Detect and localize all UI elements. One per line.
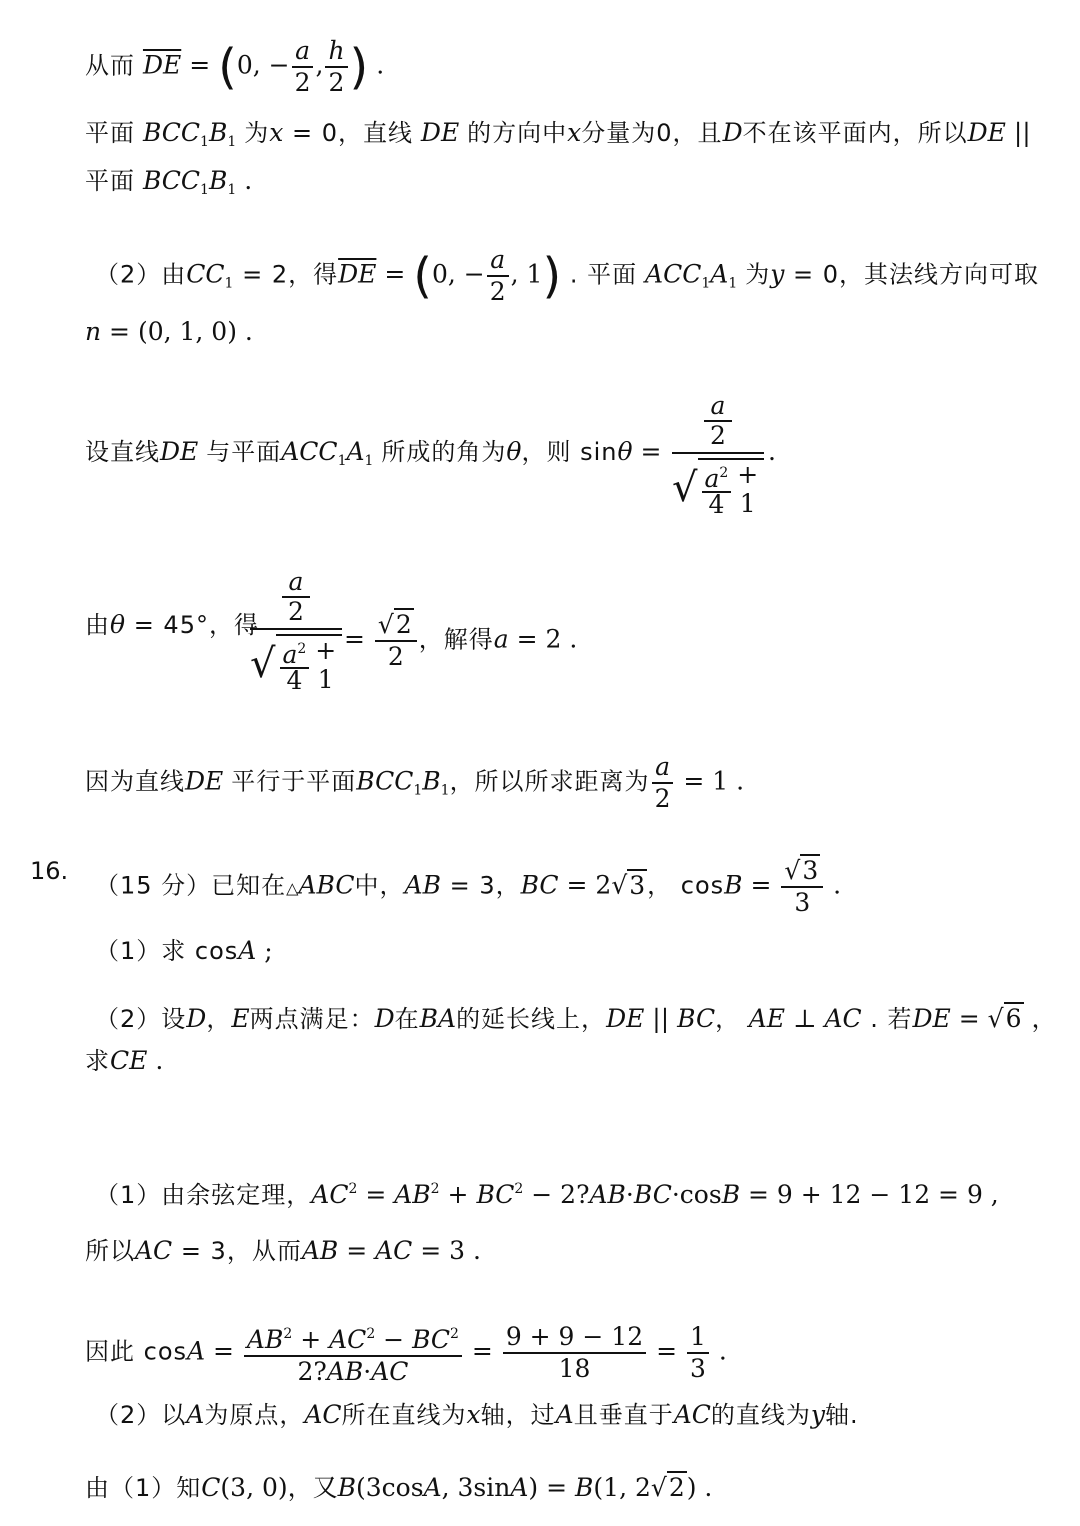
triangle-icon: △ xyxy=(286,878,299,898)
line-7-rest: = $\frac{√2}{2}$ ，解得a = 2 . xyxy=(344,610,578,671)
part-2-question-cont: 求CE . xyxy=(85,1046,164,1075)
sin-fraction: a 2 √ $\frac{a^2}{4}$ + 1 xyxy=(672,392,764,518)
solution-2-line-2: 由（1）知C(3, 0)，又B(3cosA, 3sinA) = B(1, 2√2) . xyxy=(85,1473,713,1502)
line-7: 由θ = 45°，得 xyxy=(85,610,259,639)
solution-2-line-1: （2）以A为原点，AC所在直线为x轴，过A且垂直于AC的直线为y轴. xyxy=(95,1400,859,1429)
sqrt-sign: √ xyxy=(672,465,698,511)
fraction: $\frac{h}{2}$ xyxy=(325,36,347,98)
solution-1-line-3: 因此 cosA = $\frac{AB^2 + AC^2 - BC^2}{2?AB\cdot AC}$ = $\frac{9 + 9 - 12}{18}$ = $\frac{1}{3}$ . xyxy=(85,1322,727,1386)
line-4: （2）由$CC_1 = 2$，得$\overline{DE} = (0$, − $\frac{a}{2}$ , 1) . 平面 $ACC_1A_1$ 为y = 0，其法线方向可取 xyxy=(95,245,1039,306)
fraction: $\frac{a}{2}$ xyxy=(487,245,509,307)
sin-end: . xyxy=(768,437,776,466)
line-1: 从而 $\overline{DE} = (0$, − $\frac{a}{2}$ , $\frac{h}{2}$ ) . xyxy=(85,36,385,97)
solution-1-line-1: （1）由余弦定理，$AC^2 = AB^2 + BC^2$ − 2?AB·BC·cosB = 9 + 12 − 12 = 9 , xyxy=(95,1180,999,1209)
question-16: （15 分）已知在△ABC中，AB = 3，BC = 2√3， cosB = $\frac{√3}{3}$ . xyxy=(95,856,842,917)
line-2: 平面 $BCC_1B_1$ 为x = 0，直线 DE 的方向中x分量为0，且D不在该平面内，所以DE || xyxy=(85,118,1031,150)
line-8: 因为直线DE 平行于平面$BCC_1B_1$，所以所求距离为 $\frac{a}{2}$ = 1 . xyxy=(85,752,745,813)
vector-de: $\overline{DE}$ xyxy=(142,50,182,80)
part-2-question: （2）设D，E两点满足：D在BA的延长线上，DE || BC， AE ⊥ AC . 若DE = √6 ， xyxy=(95,1004,1057,1033)
solution-1-line-2: 所以AC = 3，从而AB = AC = 3 . xyxy=(85,1236,481,1265)
theta-fraction: a 2 √ $\frac{a^2}{4}$ + 1 xyxy=(250,568,342,694)
line-6: 设直线DE 与平面$ACC_1A_1$ 所成的角为θ，则 sinθ = xyxy=(85,437,662,469)
fraction: $\frac{a}{2}$ xyxy=(292,36,314,98)
line-3: 平面 $BCC_1B_1$ . xyxy=(85,166,253,198)
question-number: 16. xyxy=(30,857,69,885)
part-1-question: （1）求 cosA ; xyxy=(95,936,273,965)
line-5: n = (0, 1, 0) . xyxy=(85,317,253,346)
